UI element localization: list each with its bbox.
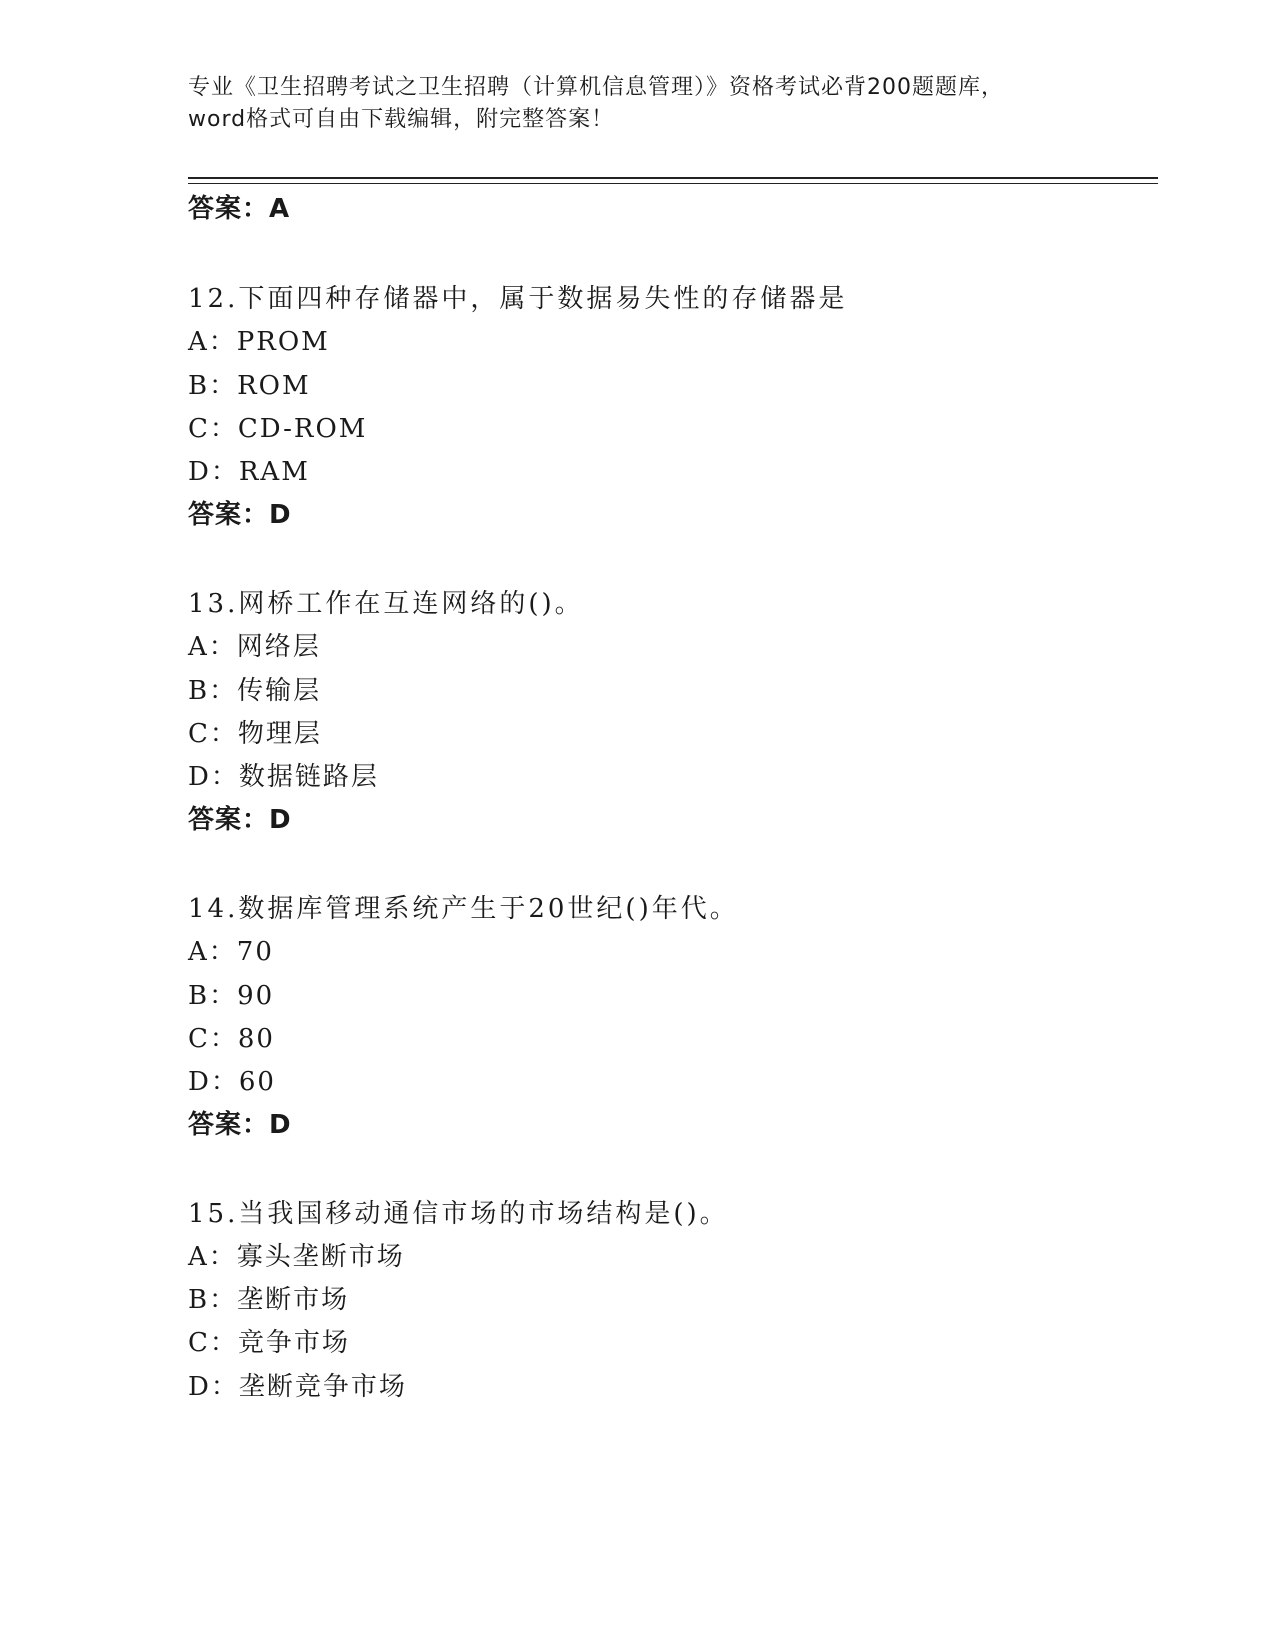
question-13-option-a: A：网络层 [188, 632, 321, 662]
question-13-option-d: D：数据链路层 [188, 762, 379, 792]
question-15-option-b: B：垄断市场 [188, 1285, 350, 1315]
question-15-option-c: C：竞争市场 [188, 1328, 350, 1358]
question-15-text: 15.当我国移动通信市场的市场结构是()。 [188, 1199, 729, 1229]
header-line-2: word格式可自由下载编辑，附完整答案！ [188, 107, 615, 132]
question-12-option-d: D：RAM [188, 457, 310, 487]
question-14-option-a: A：70 [188, 937, 274, 967]
question-12-option-a: A：PROM [188, 327, 330, 357]
question-13-option-b: B：传输层 [188, 676, 322, 706]
question-13-option-c: C：物理层 [188, 719, 322, 749]
question-14-option-d: D：60 [188, 1067, 276, 1097]
question-12-option-c: C：CD-ROM [188, 414, 368, 444]
answer-11: 答案：A [188, 194, 291, 224]
header-line-1: 专业《卫生招聘考试之卫生招聘（计算机信息管理）》资格考试必背200题题库， [188, 75, 1004, 100]
answer-14: 答案：D [188, 1110, 292, 1140]
question-13-text: 13.网桥工作在互连网络的()。 [188, 589, 584, 619]
answer-13: 答案：D [188, 805, 292, 835]
question-12-option-b: B：ROM [188, 371, 311, 401]
question-14-option-b: B：90 [188, 981, 275, 1011]
question-15-option-a: A：寡头垄断市场 [188, 1242, 405, 1272]
question-15-option-d: D：垄断竞争市场 [188, 1372, 407, 1402]
question-12-text: 12.下面四种存储器中，属于数据易失性的存储器是 [188, 284, 848, 314]
header-divider [188, 177, 1158, 179]
answer-12: 答案：D [188, 500, 292, 530]
header-divider-thin [188, 183, 1158, 184]
question-14-option-c: C：80 [188, 1024, 275, 1054]
document-header [188, 72, 1088, 136]
question-14-text: 14.数据库管理系统产生于20世纪()年代。 [188, 894, 739, 924]
